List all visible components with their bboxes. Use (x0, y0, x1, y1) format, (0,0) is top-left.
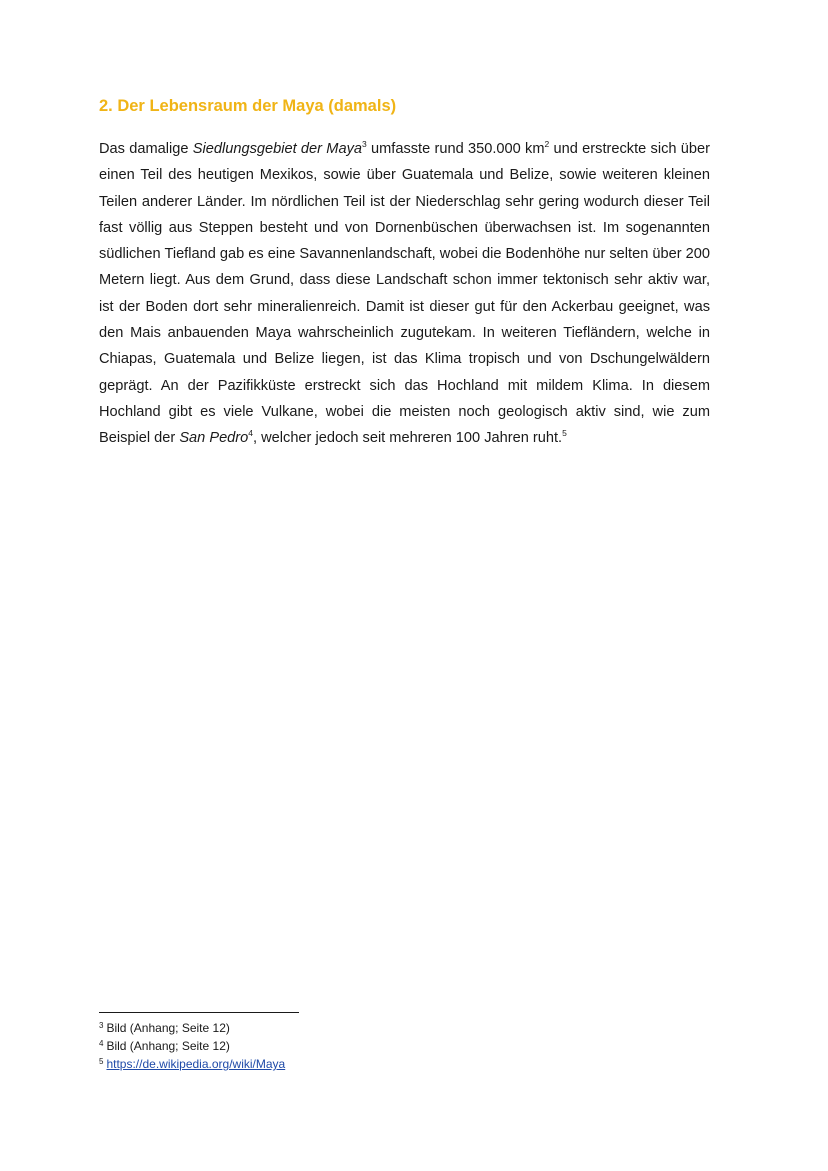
footnote-item (99, 1037, 285, 1055)
footnote-separator (99, 1012, 299, 1013)
italic-term-san-pedro: San Pedro (179, 430, 249, 447)
body-text-run: Das damalige (99, 141, 193, 157)
footnote-number: 3 (99, 1021, 104, 1030)
body-text-run: , welcher jedoch seit mehreren 100 Jahren ruht. (253, 430, 563, 447)
footnote-item (99, 1019, 285, 1037)
footnote-number: 4 (99, 1039, 104, 1048)
body-paragraph (99, 136, 710, 452)
section-heading: 2. Der Lebensraum der Maya (damals) (99, 97, 397, 115)
italic-term-siedlungsgebiet: Siedlungsgebiet der Maya (192, 141, 362, 157)
footnote-number: 5 (99, 1057, 104, 1066)
footnote-item (99, 1055, 285, 1073)
body-text-run: umfasste rund 350.000 km (366, 141, 545, 157)
footnote-link[interactable]: https://de.wikipedia.org/wiki/Maya (106, 1057, 286, 1071)
footnote-ref-5[interactable]: 5 (562, 428, 567, 439)
footnote-list (99, 1019, 285, 1073)
superscript-squared: 2 (544, 139, 550, 149)
footnote-text: Bild (Anhang; Seite 12) (106, 1039, 230, 1053)
footnote-text: Bild (Anhang; Seite 12) (106, 1021, 230, 1035)
footnote-ref-4[interactable]: 4 (248, 428, 254, 439)
body-text-run: und erstreckte sich über einen Teil des heutigen Mexikos, sowie über Guatemala und Belize, sowie weiteren kleinen Teilen anderer Länder. Im nördlichen Teil ist der Niederschlag sehr gering wodurch dieser Teil fast völlig aus Steppen besteht und von Dornenbüschen überwachsen ist. Im sogenannten südlichen Tiefland gab es eine Savannenlandschaft, wobei die Bodenhöhe nur selten über 200 Metern liegt. Aus dem Grund, dass diese Landschaft schon immer tektonisch sehr aktiv war, ist der Boden dort sehr mineralienreich. Damit ist dieser gut für den Ackerbau geeignet, was den Mais anbauenden Maya wahrscheinlich zugutekam. In weiteren Tiefländern, welche in Chiapas, Guatemala und Belize liegen, ist das Klima tropisch und von Dschungelwäldern geprägt. An der Pazifikküste erstreckt sich das Hochland mit mildem Klima. In diesem Hochland gibt es viele Vulkane, wobei die meisten noch geologisch aktiv sind, wie zum Beispiel der (99, 141, 710, 447)
footnote-ref-3[interactable]: 3 (361, 139, 367, 149)
